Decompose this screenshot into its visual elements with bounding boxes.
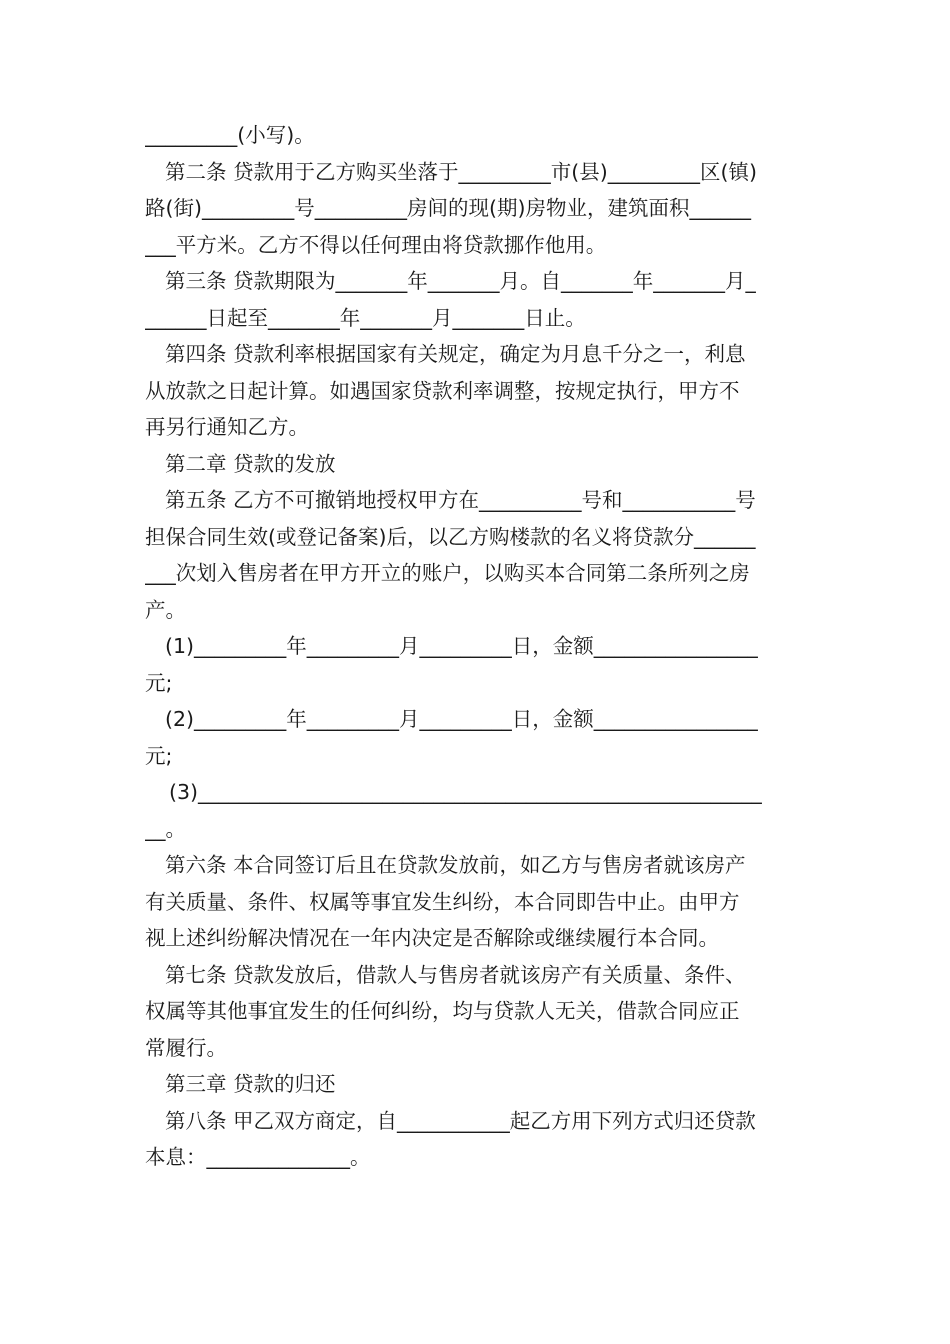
article-3-line: 第三条 贷款期限为_______年_______月。自_______年_______月_ [165,269,756,293]
chapter-2-heading: 第二章 贷款的发放 [165,451,336,476]
text-line: 有关质量、条件、权属等事宜发生纠纷，本合同即告中止。由甲方 [145,889,740,914]
contract-text [145,117,807,1176]
text-line: 再另行通知乙方。 [145,415,309,439]
installment-3-line: (3)_______________________________________________________ [169,780,762,804]
text-line: __。 [145,816,186,841]
text-line: 元; [145,743,173,768]
article-2-line: 第二条 贷款用于乙方购买坐落于_________市(县)_________区(镇) [165,159,758,184]
article-7-line: 第七条 贷款发放后，借款人与售房者就该房产有关质量、条件、 [165,962,746,987]
article-5-line: 第五条 乙方不可撤销地授权甲方在__________号和___________号 [165,488,756,512]
article-6-line: 第六条 本合同签订后且在贷款发放前，如乙方与售房者就该房产 [165,853,746,877]
text-line: ___平方米。乙方不得以任何理由将贷款挪作他用。 [145,232,607,257]
text-line: ___次划入售房者在甲方开立的账户，以购买本合同第二条所列之房 [145,561,750,585]
text-line: 担保合同生效(或登记备案)后，以乙方购楼款的名义将贷款分______ [145,524,756,549]
text-line: 从放款之日起计算。如遇国家贷款利率调整，按规定执行，甲方不 [145,378,740,403]
chapter-3-heading: 第三章 贷款的归还 [165,1072,336,1096]
text-line: 视上述纠纷解决情况在一年内决定是否解除或继续履行本合同。 [145,926,719,950]
text-line: ______日起至_______年_______月_______日止。 [145,305,586,330]
installment-1-line: (1)_________年_________月_________日，金额________________ [165,634,758,658]
article-4-line: 第四条 贷款利率根据国家有关规定，确定为月息千分之一，利息 [165,342,746,366]
text-line: 常履行。 [145,1035,227,1060]
text-line: _________(小写)。 [145,123,315,147]
installment-2-line: (2)_________年_________月_________日，金额________________ [165,707,758,731]
text-line: 路(街)_________号_________房间的现(期)房物业，建筑面积______ [145,196,751,220]
text-line: 权属等其他事宜发生的任何纠纷，均与贷款人无关，借款合同应正 [145,999,740,1023]
text-line: 产。 [145,597,186,622]
article-8-line: 第八条 甲乙双方商定，自___________起乙方用下列方式归还贷款 [165,1108,756,1133]
text-line: 本息：______________。 [145,1145,371,1169]
text-line: 元; [145,670,173,695]
